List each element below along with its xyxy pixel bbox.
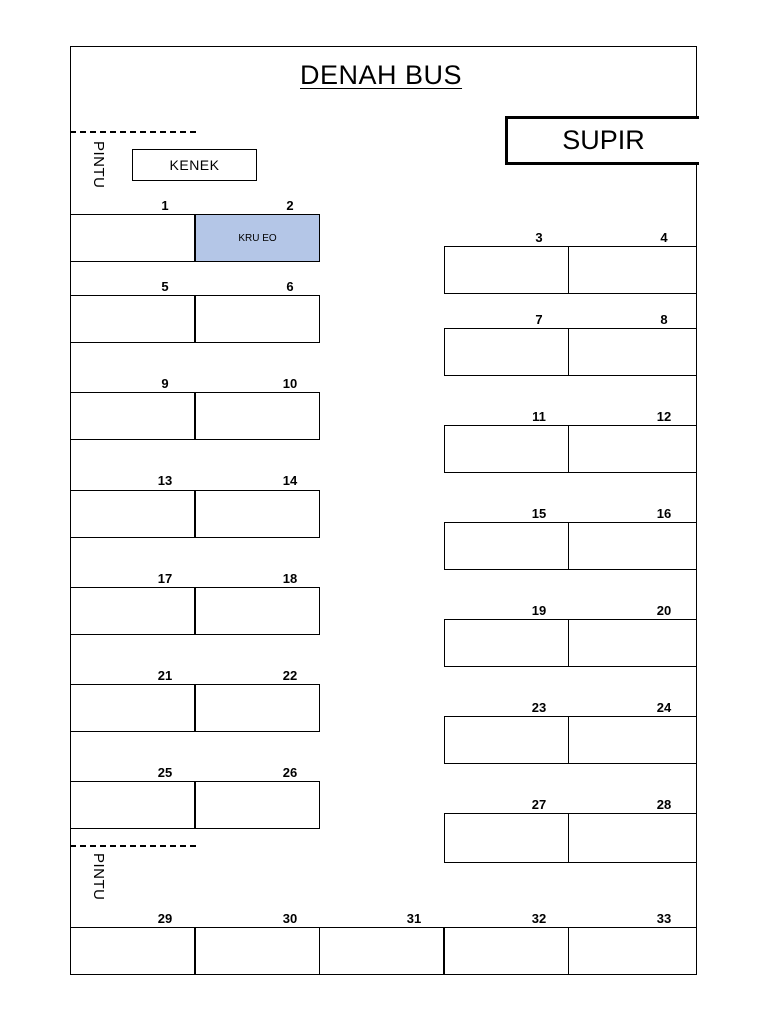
seat-21[interactable]	[70, 684, 195, 732]
seat-number: 23	[531, 700, 547, 715]
seat-number: 30	[282, 911, 298, 926]
seat-number: 28	[656, 797, 672, 812]
seat-number: 5	[161, 279, 169, 294]
seat-number: 19	[531, 603, 547, 618]
seat-23[interactable]	[444, 716, 569, 764]
rear-door-label: PINTU	[90, 853, 107, 901]
seat-number: 33	[656, 911, 672, 926]
seat-3[interactable]	[444, 246, 569, 294]
seat-number: 32	[531, 911, 547, 926]
seat-number: 1	[161, 198, 169, 213]
seat-number: 16	[656, 506, 672, 521]
seat-number: 2	[286, 198, 294, 213]
seat-13[interactable]	[70, 490, 195, 538]
seat-number: 3	[535, 230, 543, 245]
page-title: DENAH BUS	[300, 60, 463, 90]
seat-11[interactable]	[444, 425, 569, 473]
seat-number: 11	[532, 409, 546, 424]
seat-number: 4	[660, 230, 668, 245]
seat-4[interactable]	[568, 246, 697, 294]
seat-number: 6	[286, 279, 294, 294]
seat-32[interactable]	[444, 927, 569, 975]
seat-number: 26	[282, 765, 298, 780]
seat-number: 27	[531, 797, 547, 812]
seat-14[interactable]	[195, 490, 320, 538]
seat-number: 15	[531, 506, 547, 521]
seat-number: 18	[282, 571, 298, 586]
seat-10[interactable]	[195, 392, 320, 440]
seat-29[interactable]	[70, 927, 195, 975]
seat-number: 20	[656, 603, 672, 618]
front-door-label: PINTU	[90, 141, 107, 189]
seat-number: 12	[656, 409, 672, 424]
seat-31[interactable]	[319, 927, 444, 975]
conductor-box: KENEK	[132, 149, 257, 181]
seat-24[interactable]	[568, 716, 697, 764]
seat-16[interactable]	[568, 522, 697, 570]
seat-number: 7	[535, 312, 543, 327]
seat-number: 9	[161, 376, 169, 391]
seat-18[interactable]	[195, 587, 320, 635]
seat-26[interactable]	[195, 781, 320, 829]
seat-6[interactable]	[195, 295, 320, 343]
seat-22[interactable]	[195, 684, 320, 732]
seat-number: 21	[157, 668, 173, 683]
seat-19[interactable]	[444, 619, 569, 667]
seat-1[interactable]	[70, 214, 195, 262]
seat-number: 29	[157, 911, 173, 926]
seat-7[interactable]	[444, 328, 569, 376]
driver-box: SUPIR	[505, 116, 699, 165]
seat-25[interactable]	[70, 781, 195, 829]
seat-number: 17	[157, 571, 173, 586]
seat-8[interactable]	[568, 328, 697, 376]
seat-30[interactable]	[195, 927, 320, 975]
seat-33[interactable]	[568, 927, 697, 975]
seat-number: 13	[157, 473, 173, 488]
seat-12[interactable]	[568, 425, 697, 473]
seat-number: 10	[282, 376, 298, 391]
rear-door-line	[70, 845, 196, 847]
seat-28[interactable]	[568, 813, 697, 863]
seat-20[interactable]	[568, 619, 697, 667]
front-door-line	[70, 131, 196, 133]
seat-number: 31	[406, 911, 422, 926]
seat-number: 24	[656, 700, 672, 715]
seat-17[interactable]	[70, 587, 195, 635]
seat-27[interactable]	[444, 813, 569, 863]
seat-number: 22	[282, 668, 298, 683]
seat-2[interactable]: KRU EO	[195, 214, 320, 262]
seat-15[interactable]	[444, 522, 569, 570]
seat-5[interactable]	[70, 295, 195, 343]
seat-9[interactable]	[70, 392, 195, 440]
seat-number: 8	[660, 312, 668, 327]
seat-number: 14	[282, 473, 298, 488]
seat-number: 25	[157, 765, 173, 780]
